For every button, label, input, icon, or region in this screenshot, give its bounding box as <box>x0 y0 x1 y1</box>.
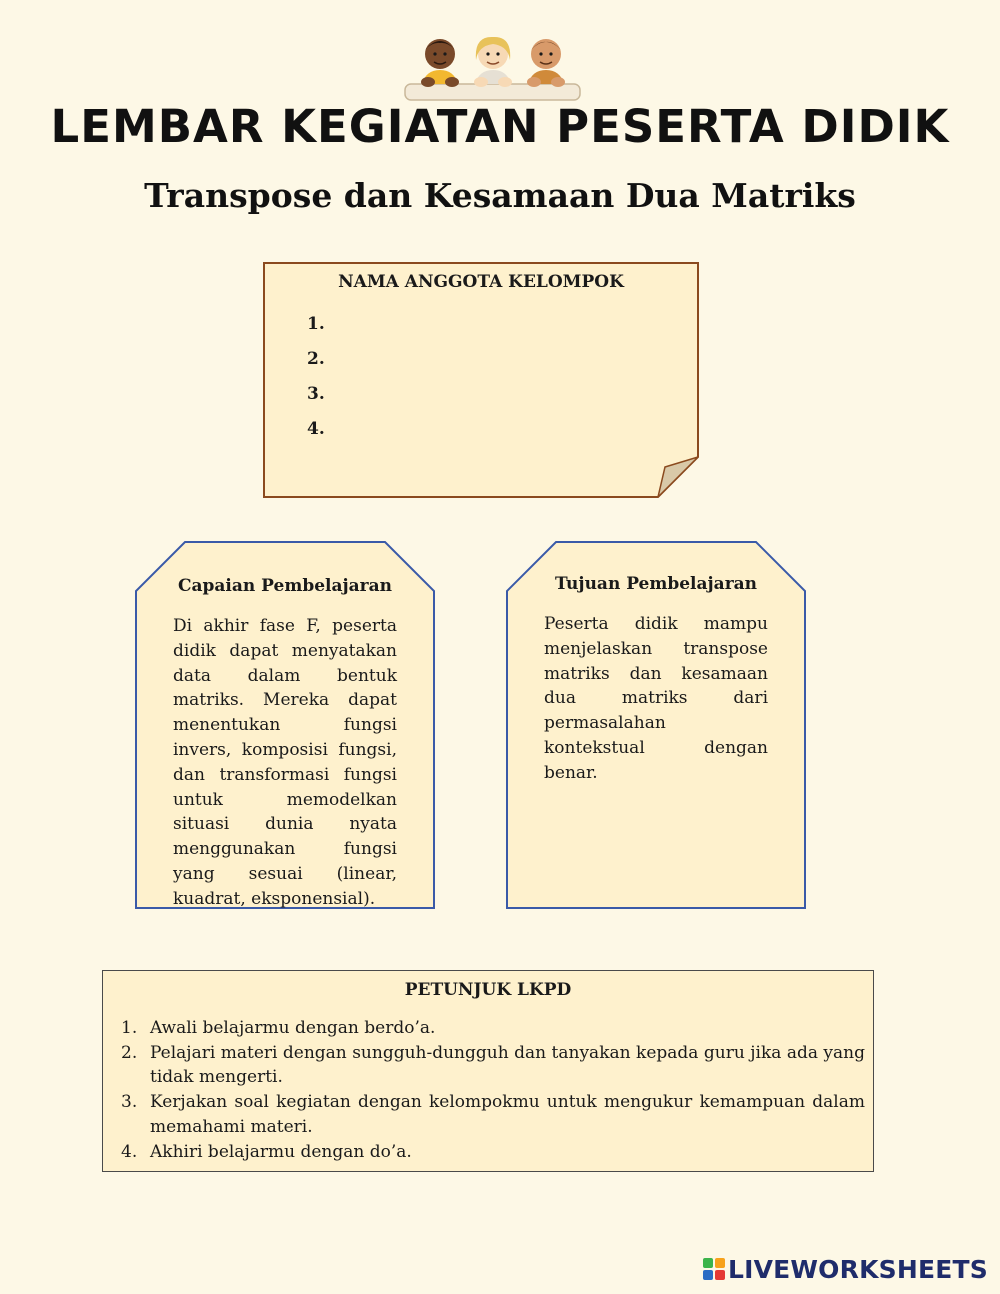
group-members-note <box>263 262 699 498</box>
page-title: LEMBAR KEGIATAN PESERTA DIDIK <box>50 100 950 153</box>
petunjuk-lkpd-box <box>102 970 874 1172</box>
list-item-text: Akhiri belajarmu dengan do’a. <box>150 1141 412 1162</box>
capaian-title: Capaian Pembelajaran <box>177 576 392 596</box>
list-item <box>121 1140 865 1165</box>
list-item-number: 1. <box>121 1018 138 1038</box>
list-item-number: 4. <box>121 1141 138 1162</box>
member-line-1[interactable]: 1. <box>307 314 325 334</box>
petunjuk-list <box>121 1016 865 1164</box>
list-item <box>121 1041 865 1090</box>
list-item-text: Awali belajarmu dengan berdo’a. <box>150 1018 436 1038</box>
capaian-text: Di akhir fase F, peserta didik dapat menyatakan data dalam bentuk matriks. Mereka dapat menentukan fungsi invers, komposisi fungsi, dan transformasi fungsi untuk memodelkan situasi dunia nyata menggunakan fungsi yang sesuai (linear, kuadrat, eksponensial). <box>173 616 397 909</box>
liveworksheets-brand[interactable] <box>703 1253 988 1285</box>
group-members-title: NAMA ANGGOTA KELOMPOK <box>338 272 624 292</box>
liveworksheets-wordmark: LIVEWORKSHEETS <box>727 1254 988 1284</box>
list-item <box>121 1090 865 1139</box>
member-line-2[interactable]: 2. <box>307 349 325 369</box>
page-subtitle: Transpose dan Kesamaan Dua Matriks <box>144 176 856 215</box>
children-illustration <box>400 32 585 104</box>
member-line-4[interactable]: 4. <box>307 419 325 439</box>
liveworksheets-logo-icon <box>703 1258 725 1280</box>
list-item-text: Pelajari materi dengan sungguh-dungguh dan tanyakan kepada guru jika ada yang tidak mengerti. <box>150 1042 865 1088</box>
capaian-pembelajaran-panel <box>135 541 435 909</box>
list-item-number: 2. <box>121 1042 138 1063</box>
group-members-list <box>307 314 325 454</box>
petunjuk-title: PETUNJUK LKPD <box>404 980 572 1000</box>
list-item-number: 3. <box>121 1092 138 1113</box>
list-item-text: Kerjakan soal kegiatan dengan kelompokmu untuk mengukur kemampuan dalam memahami materi. <box>150 1092 865 1137</box>
sticky-note-shape <box>263 262 699 498</box>
list-item <box>121 1016 865 1041</box>
tujuan-pembelajaran-panel <box>506 541 806 909</box>
tujuan-text: Peserta didik mampu menjelaskan transpose matriks dan kesamaan dua matriks dari permasalahan kontekstual dengan benar. <box>544 614 768 783</box>
tujuan-title: Tujuan Pembelajaran <box>554 574 758 594</box>
member-line-3[interactable]: 3. <box>307 384 325 404</box>
